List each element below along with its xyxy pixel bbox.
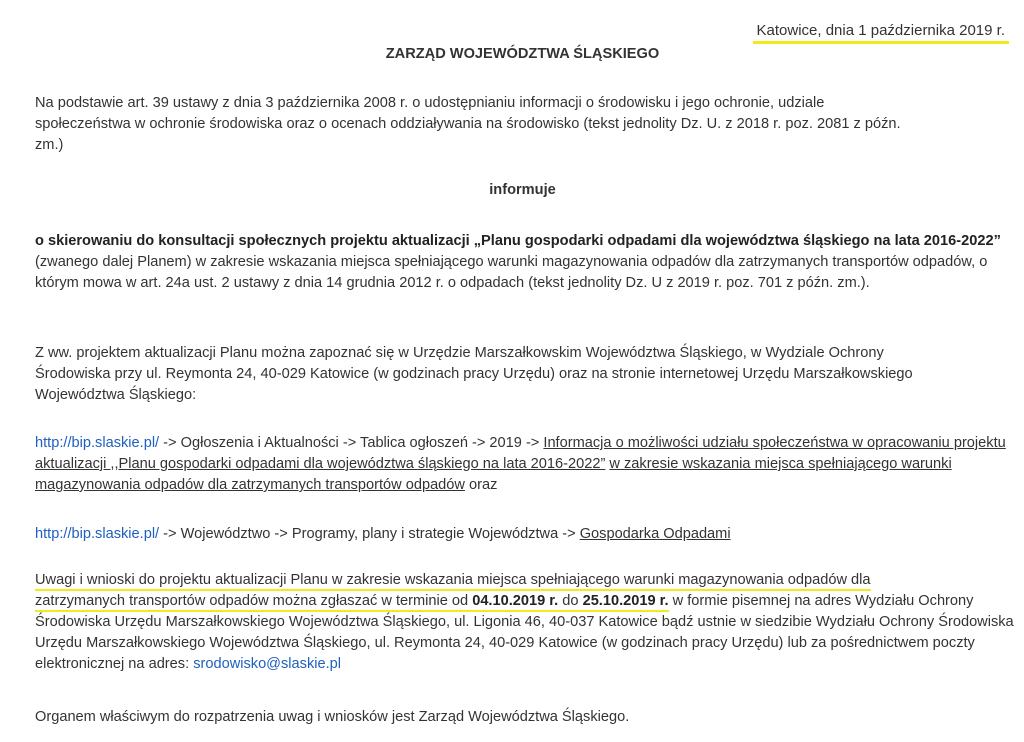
consultation-paragraph [35, 231, 1010, 294]
waste-management-link[interactable]: Gospodarka Odpadami [579, 526, 731, 542]
document-title: ZARZĄD WOJEWÓDZTWA ŚLĄSKIEGO [385, 46, 660, 62]
legal-basis-line-2: społeczeństwa w ochronie środowiska oraz o ocenach oddziaływania na środowisko (tekst jednolity Dz. U. z 2018 r. poz. 2081 z późn. [35, 116, 901, 132]
legal-basis-line-1: Na podstawie art. 39 ustawy z dnia 3 października 2008 r. o udostępnianiu informacji o środowisku i jego ochronie, udziale [35, 95, 825, 111]
bip-path-tail: oraz [464, 477, 498, 493]
document-date: Katowice, dnia 1 października 2019 r. [753, 20, 1010, 44]
legal-basis-paragraph [35, 93, 995, 156]
consultation-details: (zwanego dalej Planem) w zakresie wskazania miejsca spełniającego warunki magazynowania odpadów dla zatrzymanych transportów odpadów, o którym mowa w art. 24a ust. 2 ustawy z dnia 14 grudnia 2012 r. o odpadach (tekst jednolity Dz. U z 2019 r. poz. 701 z późn. zm.). [35, 254, 988, 291]
remarks-paragraph [35, 570, 1015, 675]
closing-paragraph: Organem właściwym do rozpatrzenia uwag i wniosków jest Zarząd Województwa Śląskiego. [35, 709, 630, 725]
email-link[interactable]: srodowisko@slaskie.pl [193, 656, 342, 672]
date-to: 25.10.2019 r. [582, 593, 669, 609]
access-paragraph: Z ww. projektem aktualizacji Planu można zapoznać się w Urzędzie Marszałkowskim Województwa Śląskiego, w Wydziale Ochrony Środowiska przy ul. Reymonta 24, 40-029 Katowice (w godzinach pracy Urzędu) oraz na stronie internetowej Urzędu Marszałkowskiego Województwa Śląskiego: [35, 345, 913, 403]
bip-path-paragraph [35, 433, 1010, 496]
date-from: 04.10.2019 r. [472, 593, 559, 609]
remarks-deadline-text: zatrzymanych transportów odpadów można zgłaszać w terminie od [35, 593, 473, 609]
consultation-subject: o skierowaniu do konsultacji społecznych projektu aktualizacji „Planu gospodarki odpadami dla województwa śląskiego na lata 2016-2022” [35, 233, 1001, 249]
remarks-details: w formie pisemnej na adres Wydziału Ochrony Środowiska Urzędu Marszałkowskiego Województwa Śląskiego, ul. Ligonia 46, 40-037 Katowice bądź ustnie w siedzibie Wydziału Ochrony Środowiska Urzędu Marszałkowskiego Województwa Śląskiego, ul. Reymonta 24, 40-029 Katowice (w godzinach pracy Urzędu) lub za pośrednictwem poczty elektronicznej na adres: [35, 593, 1014, 672]
bip-link-2[interactable]: http://bip.slaskie.pl/ [35, 526, 160, 542]
informs-heading: informuje [489, 182, 556, 198]
bip-breadcrumb-2: -> Województwo -> Programy, plany i strategie Województwa -> [159, 526, 580, 542]
remarks-highlight-2 [35, 593, 669, 612]
bip-path-paragraph-2 [35, 524, 1010, 545]
bip-breadcrumb-1: -> Ogłoszenia i Aktualności -> Tablica ogłoszeń -> 2019 -> [159, 435, 544, 451]
remarks-highlight-1: Uwagi i wnioski do projektu aktualizacji Planu w zakresie wskazania miejsca spełniającego warunki magazynowania odpadów dla [35, 572, 871, 591]
bip-link-1[interactable]: http://bip.slaskie.pl/ [35, 435, 160, 451]
announcement-link-continued[interactable]: w zakresie wskazania miejsca spełniającego warunki magazynowania odpadów dla zatrzymanych transportów odpadów [35, 456, 952, 493]
announcement-link[interactable]: Informacja o możliwości udziału społeczeństwa w opracowaniu projektu aktualizacji ,,Planu gospodarki odpadami dla województwa śląskiego na lata 2016-2022” [35, 435, 1006, 472]
legal-basis-line-3: zm.) [35, 137, 64, 153]
to-word: do [558, 593, 583, 609]
